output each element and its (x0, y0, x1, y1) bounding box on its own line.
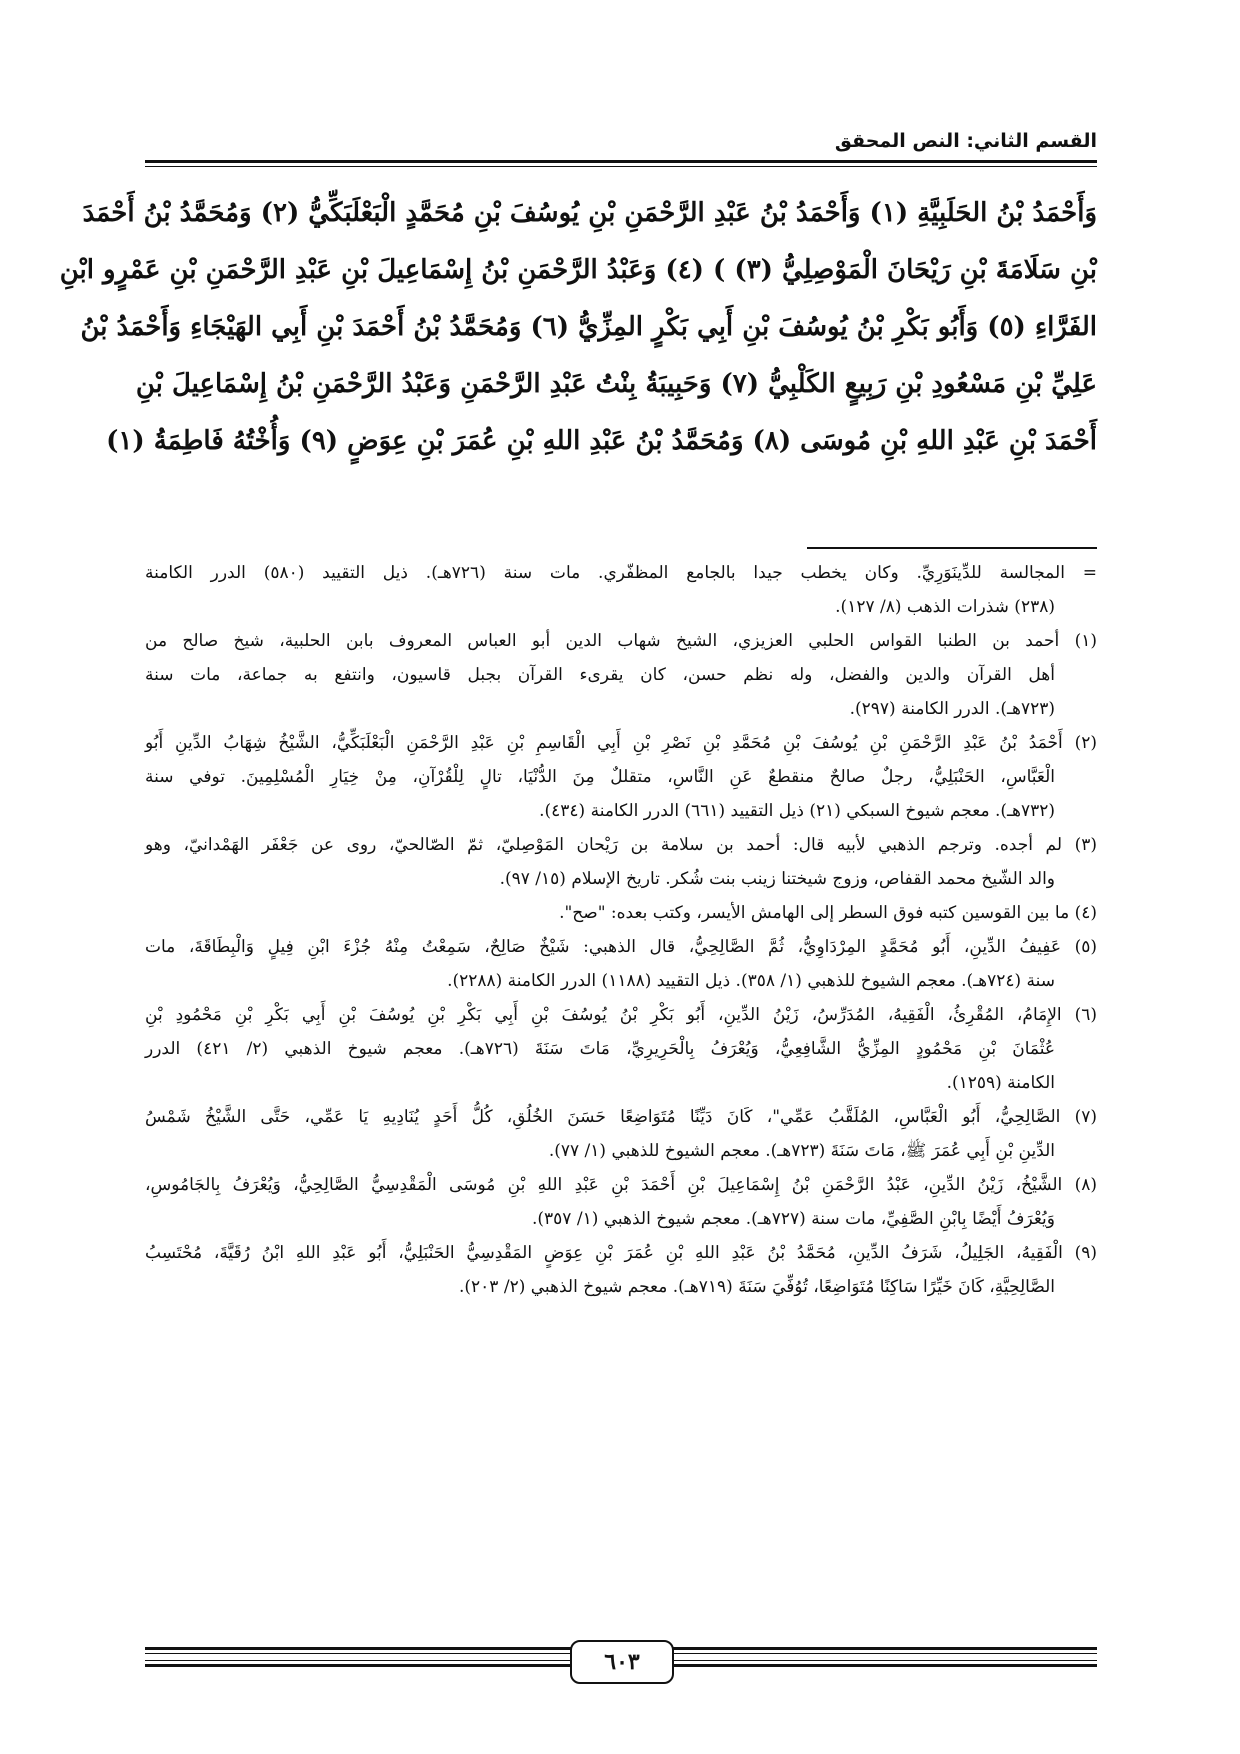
footnote-line: (٢٣٨) شذرات الذهب (٨/ ١٢٧). (835, 597, 1055, 617)
footnote-line: = المجالسة للدِّينَوَرِيِّ. وكان يخطب جيدا بالجامع المظفّري. مات سنة (٧٢٦هـ). ذيل التقييد (٥٨٠) الدرر الكامنة (145, 563, 1097, 583)
footnote-line: وَيُعْرَفُ أَيْضًا بِابْنِ الصَّفِيِّ، مات سنة (٧٢٧هـ). معجم شيوخ الذهبي (١/ ٣٥٧). (531, 1209, 1055, 1229)
footnote-line: (٧٢٣هـ). الدرر الكامنة (٢٩٧). (849, 699, 1055, 719)
footnote-line: (٣) لم أجده. وترجم الذهبي لأبيه قال: أحمد بن سلامة بن رَيْحان المَوْصِليّ، ثمّ الصّالحيّ، روى عن جَعْفَر الهَمْدانيّ، وهو (145, 835, 1097, 855)
footnote (145, 930, 1097, 998)
footnote-line: سنة (٧٢٤هـ). معجم الشيوخ للذهبي (١/ ٣٥٨). ذيل التقييد (١١٨٨) الدرر الكامنة (٢٢٨٨). (447, 971, 1055, 991)
main-text-line: وَأَحْمَدُ بْنُ الحَلَبِيَّةِ (١) وَأَحْمَدُ بْنُ عَبْدِ الرَّحْمَنِ بْنِ يُوسُفَ بْنِ مُحَمَّدٍ الْبَعْلَبَكِّيُّ (٢) وَمُحَمَّدُ بْنُ أَحْمَدَ (82, 198, 1097, 228)
footnote-line: أهل القرآن والدين والفضل، وله نظم حسن، كان يقرىء القرآن بجبل قاسيون، وانتفع به جماعة، مات سنة (145, 665, 1055, 685)
footnote (145, 1168, 1097, 1236)
footnote-line: (٧) الصَّالِحِيُّ، أَبُو الْعَبَّاسِ، المُلَقَّبُ عَمِّي"، كَانَ دَيِّنًا مُتَوَاضِعًا حَسَنَ الخُلُقِ، كُلُّ أَحَدٍ يُنَادِيهِ يَا عَمِّي، حَتَّى الشَّيْخُ شَمْسُ (145, 1107, 1097, 1127)
footnote-line: الكامنة (١٢٥٩). (946, 1073, 1055, 1093)
footnote-line: (١) أحمد بن الطنبا القواس الحلبي العزيزي، الشيخ شهاب الدين أبو العباس المعروف بابن الحلبية، شيخ صالح من (145, 631, 1097, 651)
footnote (145, 556, 1097, 624)
footnote-line: (٢) أَحْمَدُ بْنُ عَبْدِ الرَّحْمَنِ بْنِ يُوسُفَ بْنِ مُحَمَّدِ بْنِ نَصْرِ بْنِ أَبِي الْقَاسِمِ بْنِ عَبْدِ الرَّحْمَنِ الْبَعْلَبَكِّيُّ، الشَّيْخُ شِهَابُ الدِّينِ أَبُو (145, 733, 1097, 753)
running-header: القسم الثاني: النص المحقق (834, 130, 1097, 152)
page-number: ٦٠٣ (570, 1640, 674, 1684)
footnote (145, 1236, 1097, 1304)
footnote-line: الْعَبَّاسِ، الحَنْبَلِيُّ، رجلٌ صالحٌ منقطعٌ عَنِ النَّاسِ، متقللٌ مِنَ الدُّنْيَا، تالٍ لِلْقُرْآنِ، مِنْ خِيَارِ الْمُسْلِمِينَ. توفي سنة (145, 767, 1055, 787)
footnote (145, 1100, 1097, 1168)
main-text (59, 185, 1097, 470)
footnote (145, 828, 1097, 896)
footnote-line: والد الشّيخ محمد القفاص، وزوج شيختنا زينب بنت شُكر. تاريخ الإسلام (١٥/ ٩٧). (499, 869, 1055, 889)
header-rule-thin (145, 166, 1097, 167)
footnote-line: (٥) عَفِيفُ الدِّينِ، أَبُو مُحَمَّدٍ المِرْدَاوِيُّ، ثُمَّ الصَّالِحِيُّ، قال الذهبي: شَيْخٌ صَالِحٌ، سَمِعْتُ مِنْهُ جُزْءَ ابْنِ فِيلٍ وَالْبِطَاقَةَ، مات (145, 937, 1097, 957)
main-text-line: الفَرَّاءِ (٥) وَأَبُو بَكْرِ بْنُ يُوسُفَ بْنِ أَبِي بَكْرٍ المِزِّيُّ (٦) وَمُحَمَّدُ بْنُ أَحْمَدَ بْنِ أَبِي الهَيْجَاءِ وَأَحْمَدُ بْنُ (80, 312, 1097, 342)
footnote-line: عُثْمَانَ بْنِ مَحْمُودٍ المِزِّيُّ الشَّافِعِيُّ، وَيُعْرَفُ بِالْحَرِيرِيِّ، مَاتَ سَنَةَ (٧٢٦هـ). معجم شيوخ الذهبي (٢/ ٤٢١) الدرر (145, 1039, 1056, 1059)
main-text-line: بْنِ سَلَامَةَ بْنِ رَيْحَانَ الْمَوْصِلِيُّ (٣) ) (٤) وَعَبْدُ الرَّحْمَنِ بْنُ إِسْمَاعِيلَ بْنِ عَبْدِ الرَّحْمَنِ بْنِ عَمْرٍو ابْنِ (59, 255, 1097, 285)
footnotes (145, 556, 1097, 1304)
footnote (145, 998, 1097, 1100)
main-text-line: عَلِيِّ بْنِ مَسْعُودِ بْنِ رَبِيعٍ الكَلْبِيُّ (٧) وَحَبِيبَةُ بِنْتُ عَبْدِ الرَّحْمَنِ وَعَبْدُ الرَّحْمَنِ بْنُ إِسْمَاعِيلَ بْنِ (135, 369, 1097, 399)
footnote-line: (٩) الْفَقِيهُ، الجَلِيلُ، شَرَفُ الدِّينِ، مُحَمَّدُ بْنُ عَبْدِ اللهِ بْنِ عُمَرَ بْنِ عِوَضٍ المَقْدِسِيُّ الحَنْبَلِيُّ، أَبُو عَبْدِ اللهِ ابْنُ رُقَيَّةَ، مُحْتَسِبُ (145, 1243, 1097, 1263)
footnote-separator (807, 547, 1097, 549)
footnote-line: (٤) ما بين القوسين كتبه فوق السطر إلى الهامش الأيسر، وكتب بعده: "صح". (559, 903, 1097, 923)
footnote-line: (٨) الشَّيْخُ، زَيْنُ الدِّينِ، عَبْدُ الرَّحْمَنِ بْنُ إِسْمَاعِيلَ بْنِ أَحْمَدَ بْنِ عَبْدِ اللهِ بْنِ مُوسَى الْمَقْدِسِيُّ الصَّالِحِيُّ، وَيُعْرَفُ بِالجَامُوسِ، (145, 1175, 1097, 1195)
footnote (145, 624, 1097, 726)
footnote-line: (٧٣٢هـ). معجم شيوخ السبكي (٢١) ذيل التقييد (٦٦١) الدرر الكامنة (٤٣٤). (539, 801, 1055, 821)
main-text-line: أَحْمَدَ بْنِ عَبْدِ اللهِ بْنِ مُوسَى (٨) وَمُحَمَّدُ بْنُ عَبْدِ اللهِ بْنِ عُمَرَ بْنِ عِوَضٍ (٩) وَأُخْتُهُ فَاطِمَةُ (١) (106, 426, 1097, 456)
header-rule-thick (145, 160, 1097, 163)
footnote (145, 726, 1097, 828)
footnote-line: (٦) الإِمَامُ، المُقْرِئُ، الْفَقِيهُ، المُدَرِّسُ، زَيْنُ الدِّينِ، أَبُو بَكْرِ بْنُ يُوسُفَ بْنِ أَبِي بَكْرِ بْنِ يُوسُفَ بْنِ أَبِي بَكْرِ بْنِ مَحْمُودِ بْنِ (145, 1005, 1097, 1025)
footnote (145, 896, 1097, 930)
footnote-line: الصَّالِحِيَّةِ، كَانَ خَيِّرًا سَاكِنًا مُتَوَاضِعًا، تُوُفِّيَ سَنَةَ (٧١٩هـ). معجم شيوخ الذهبي (٢/ ٢٠٣). (458, 1277, 1055, 1297)
footnote-line: الدِّينِ بْنِ أَبِي عُمَرَ ﷺ، مَاتَ سَنَةَ (٧٢٣هـ). معجم الشيوخ للذهبي (١/ ٧٧). (548, 1141, 1055, 1161)
